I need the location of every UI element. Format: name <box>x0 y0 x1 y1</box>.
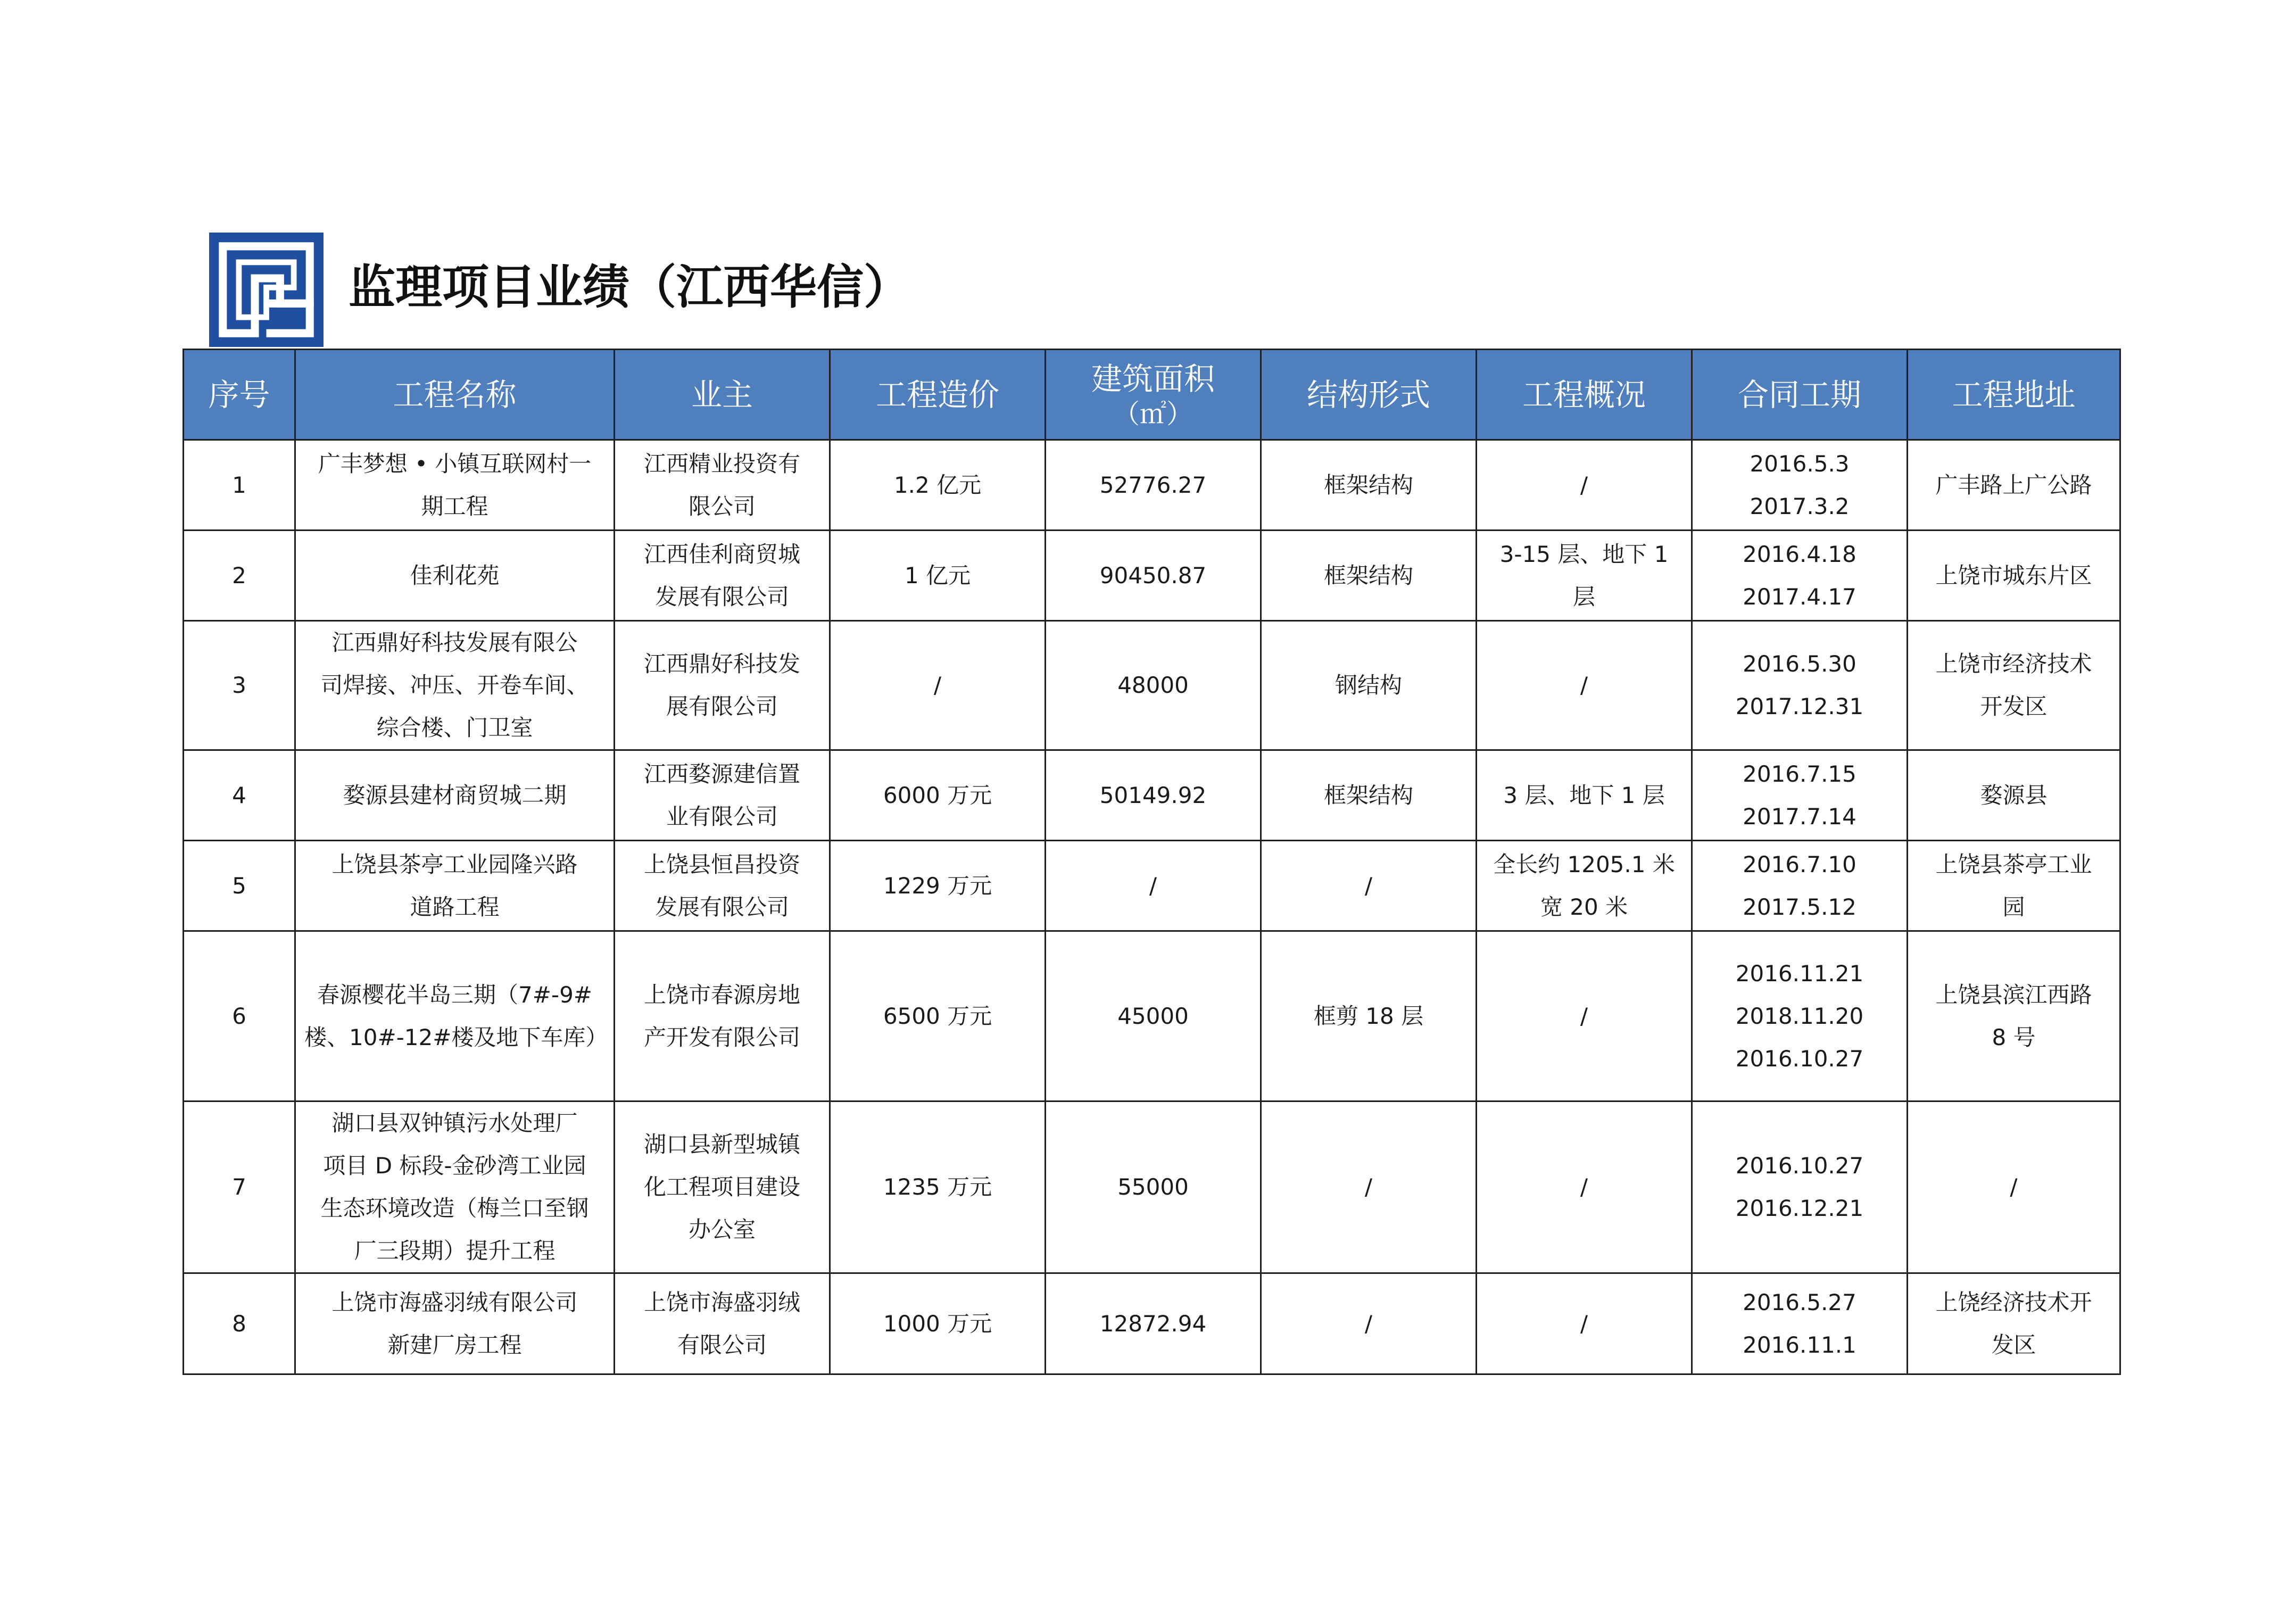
cell-cost: 1235 万元 <box>830 1101 1046 1273</box>
cell-name-line: 项目 D 标段-金砂湾工业园 <box>323 1153 586 1179</box>
cell-no: 6 <box>184 931 295 1101</box>
table-row <box>184 1101 2120 1273</box>
project-table <box>183 349 2121 1375</box>
cell-address-line: 广丰路上广公路 <box>1935 471 2092 498</box>
cell-period-line: 2017.7.14 <box>1743 803 1856 830</box>
cell-overview <box>1477 931 1692 1101</box>
cell-address <box>1908 440 2120 531</box>
cell-structure: 框架结构 <box>1261 440 1477 531</box>
cell-period-line: 2016.11.1 <box>1743 1331 1856 1358</box>
cell-area: 90450.87 <box>1046 531 1261 621</box>
cell-overview <box>1477 440 1692 531</box>
cell-period-line: 2017.3.2 <box>1750 493 1850 519</box>
cell-address-line: 上饶市城东片区 <box>1935 562 2092 589</box>
cell-owner-line: 上饶市海盛羽绒 <box>643 1289 800 1315</box>
cell-owner <box>615 750 830 841</box>
cell-owner-line: 上饶市春源房地 <box>643 981 800 1008</box>
cell-address <box>1908 621 2120 750</box>
cell-period <box>1692 440 1908 531</box>
cell-cost: 6500 万元 <box>830 931 1046 1101</box>
table-header-row <box>184 350 2120 440</box>
cell-overview <box>1477 750 1692 841</box>
col-header-overview: 工程概况 <box>1477 350 1692 440</box>
cell-name-line: 生态环境改造（梅兰口至钢 <box>320 1195 589 1221</box>
cell-no: 3 <box>184 621 295 750</box>
col-header-structure: 结构形式 <box>1261 350 1477 440</box>
cell-owner-line: 限公司 <box>688 493 756 519</box>
cell-owner <box>615 1273 830 1374</box>
cell-owner <box>615 531 830 621</box>
cell-structure: 框架结构 <box>1261 750 1477 841</box>
cell-owner-line: 江西鼎好科技发 <box>643 651 800 677</box>
cell-owner-line: 发展有限公司 <box>654 583 789 610</box>
cell-area: 50149.92 <box>1046 750 1261 841</box>
cell-address-line: 婺源县 <box>1980 782 2048 808</box>
cell-structure: 框剪 18 层 <box>1261 931 1477 1101</box>
cell-address-line: 发区 <box>1991 1331 2036 1358</box>
cell-owner-line: 江西佳利商贸城 <box>643 541 800 567</box>
page-title: 监理项目业绩（江西华信） <box>349 260 911 314</box>
cell-name-line: 上饶市海盛羽绒有限公司 <box>331 1289 578 1315</box>
cell-name-line: 司焊接、冲压、开卷车间、 <box>320 672 589 698</box>
cell-owner <box>615 440 830 531</box>
cell-name-line: 广丰梦想 • 小镇互联网村一 <box>318 450 592 477</box>
cell-period-line: 2016.10.27 <box>1735 1153 1864 1179</box>
cell-period <box>1692 531 1908 621</box>
cell-overview-line: / <box>1580 672 1588 698</box>
cell-owner <box>615 621 830 750</box>
col-header-owner: 业主 <box>615 350 830 440</box>
cell-name-line: 期工程 <box>421 493 488 519</box>
cell-no: 7 <box>184 1101 295 1273</box>
cell-owner-line: 江西精业投资有 <box>643 450 800 477</box>
cell-period <box>1692 931 1908 1101</box>
table-row <box>184 621 2120 750</box>
cell-no: 4 <box>184 750 295 841</box>
cell-overview <box>1477 841 1692 931</box>
table-row <box>184 841 2120 931</box>
table-row <box>184 440 2120 531</box>
cell-name-line: 湖口县双钟镇污水处理厂 <box>331 1110 578 1136</box>
cell-area: 45000 <box>1046 931 1261 1101</box>
cell-owner-line: 产开发有限公司 <box>643 1024 800 1050</box>
cell-structure: / <box>1261 1101 1477 1273</box>
cell-name-line: 道路工程 <box>410 893 500 920</box>
table-row <box>184 1273 2120 1374</box>
cell-address <box>1908 1101 2120 1273</box>
cell-address <box>1908 1273 2120 1374</box>
col-header-name: 工程名称 <box>295 350 615 440</box>
cell-owner-line: 业有限公司 <box>666 803 778 830</box>
cell-structure: / <box>1261 1273 1477 1374</box>
cell-name <box>295 440 615 531</box>
cell-overview <box>1477 621 1692 750</box>
cell-owner-line: 上饶县恒昌投资 <box>643 851 800 877</box>
cell-overview <box>1477 1273 1692 1374</box>
cell-overview-line: / <box>1580 1003 1588 1029</box>
cell-name-line: 综合楼、门卫室 <box>376 715 533 741</box>
cell-overview-line: / <box>1580 1174 1588 1200</box>
cell-name-line: 新建厂房工程 <box>387 1331 522 1358</box>
cell-cost: / <box>830 621 1046 750</box>
cell-period-line: 2016.12.21 <box>1735 1195 1864 1221</box>
col-header-no: 序号 <box>184 350 295 440</box>
cell-no: 1 <box>184 440 295 531</box>
cell-owner-line: 发展有限公司 <box>654 893 789 920</box>
col-header-address: 工程地址 <box>1908 350 2120 440</box>
cell-name <box>295 1273 615 1374</box>
cell-no: 2 <box>184 531 295 621</box>
cell-address <box>1908 750 2120 841</box>
cell-period-line: 2017.5.12 <box>1743 893 1856 920</box>
cell-period <box>1692 750 1908 841</box>
cell-owner <box>615 841 830 931</box>
cell-no: 8 <box>184 1273 295 1374</box>
cell-address-line: 上饶县滨江西路 <box>1935 981 2092 1008</box>
cell-period-line: 2016.4.18 <box>1743 541 1856 567</box>
cell-name <box>295 1101 615 1273</box>
col-header-area <box>1046 350 1261 440</box>
cell-period-line: 2017.12.31 <box>1735 693 1864 719</box>
cell-name-line: 婺源县建材商贸城二期 <box>343 782 567 808</box>
cell-address <box>1908 841 2120 931</box>
cell-name <box>295 531 615 621</box>
cell-name-line: 江西鼎好科技发展有限公 <box>331 630 578 656</box>
table-row <box>184 750 2120 841</box>
cell-overview <box>1477 1101 1692 1273</box>
cell-period <box>1692 841 1908 931</box>
cell-area: 55000 <box>1046 1101 1261 1273</box>
cell-name <box>295 841 615 931</box>
cell-cost: 1000 万元 <box>830 1273 1046 1374</box>
cell-period-line: 2016.7.15 <box>1743 760 1856 787</box>
cell-area: 52776.27 <box>1046 440 1261 531</box>
cell-period-line: 2018.11.20 <box>1735 1003 1864 1029</box>
cell-period-line: 2016.7.10 <box>1743 851 1856 877</box>
col-header-area-unit: （㎡） <box>1113 398 1193 429</box>
cell-name <box>295 621 615 750</box>
cell-address-line: 上饶市经济技术 <box>1935 651 2092 677</box>
cell-area: / <box>1046 841 1261 931</box>
cell-overview-line: 全长约 1205.1 米 <box>1493 851 1675 877</box>
cell-address-line: / <box>2010 1174 2018 1200</box>
cell-period <box>1692 1101 1908 1273</box>
table-row <box>184 931 2120 1101</box>
cell-cost: 1 亿元 <box>830 531 1046 621</box>
cell-address-line: 8 号 <box>1992 1024 2036 1050</box>
cell-structure: 钢结构 <box>1261 621 1477 750</box>
cell-cost: 1.2 亿元 <box>830 440 1046 531</box>
cell-overview-line: / <box>1580 1310 1588 1337</box>
cell-cost: 1229 万元 <box>830 841 1046 931</box>
cell-period-line: 2016.11.21 <box>1735 960 1864 987</box>
cell-period-line: 2016.10.27 <box>1735 1045 1864 1072</box>
cell-overview-line: 3-15 层、地下 1 <box>1499 541 1669 567</box>
cell-structure: / <box>1261 841 1477 931</box>
cell-address-line: 园 <box>2002 893 2025 920</box>
cell-overview <box>1477 531 1692 621</box>
cell-area: 12872.94 <box>1046 1273 1261 1374</box>
cell-owner-line: 展有限公司 <box>666 693 778 719</box>
cell-name-line: 楼、10#-12#楼及地下车库） <box>304 1024 608 1050</box>
cell-period-line: 2017.4.17 <box>1743 583 1856 610</box>
cell-name-line: 佳利花苑 <box>410 562 500 589</box>
cell-cost: 6000 万元 <box>830 750 1046 841</box>
cell-name <box>295 750 615 841</box>
cell-address-line: 上饶县茶亭工业 <box>1935 851 2092 877</box>
cell-address <box>1908 531 2120 621</box>
cell-period <box>1692 621 1908 750</box>
cell-period-line: 2016.5.30 <box>1743 651 1856 677</box>
cell-owner-line: 有限公司 <box>677 1331 767 1358</box>
col-header-period: 合同工期 <box>1692 350 1908 440</box>
cell-address-line: 上饶经济技术开 <box>1935 1289 2092 1315</box>
cell-area: 48000 <box>1046 621 1261 750</box>
cell-name <box>295 931 615 1101</box>
cell-overview-line: 宽 20 米 <box>1540 893 1628 920</box>
cell-overview-line: 3 层、地下 1 层 <box>1503 782 1665 808</box>
cell-structure: 框架结构 <box>1261 531 1477 621</box>
cell-address <box>1908 931 2120 1101</box>
cell-period <box>1692 1273 1908 1374</box>
cell-period-line: 2016.5.27 <box>1743 1289 1856 1315</box>
cell-owner-line: 湖口县新型城镇 <box>643 1131 800 1157</box>
cell-owner-line: 江西婺源建信置 <box>643 760 800 787</box>
cell-owner-line: 办公室 <box>688 1216 756 1243</box>
cell-owner <box>615 1101 830 1273</box>
col-header-cost: 工程造价 <box>830 350 1046 440</box>
cell-owner <box>615 931 830 1101</box>
col-header-area-label: 建筑面积 <box>1091 360 1215 397</box>
company-logo-icon <box>209 233 324 347</box>
cell-address-line: 开发区 <box>1980 693 2048 719</box>
table-row <box>184 531 2120 621</box>
cell-owner-line: 化工程项目建设 <box>643 1174 800 1200</box>
cell-period-line: 2016.5.3 <box>1750 450 1850 477</box>
cell-overview-line: 层 <box>1572 583 1595 610</box>
cell-no: 5 <box>184 841 295 931</box>
cell-name-line: 上饶县茶亭工业园隆兴路 <box>331 851 578 877</box>
cell-name-line: 厂三段期）提升工程 <box>354 1238 556 1264</box>
cell-name-line: 春源樱花半岛三期（7#-9# <box>317 981 592 1008</box>
cell-overview-line: / <box>1580 471 1588 498</box>
